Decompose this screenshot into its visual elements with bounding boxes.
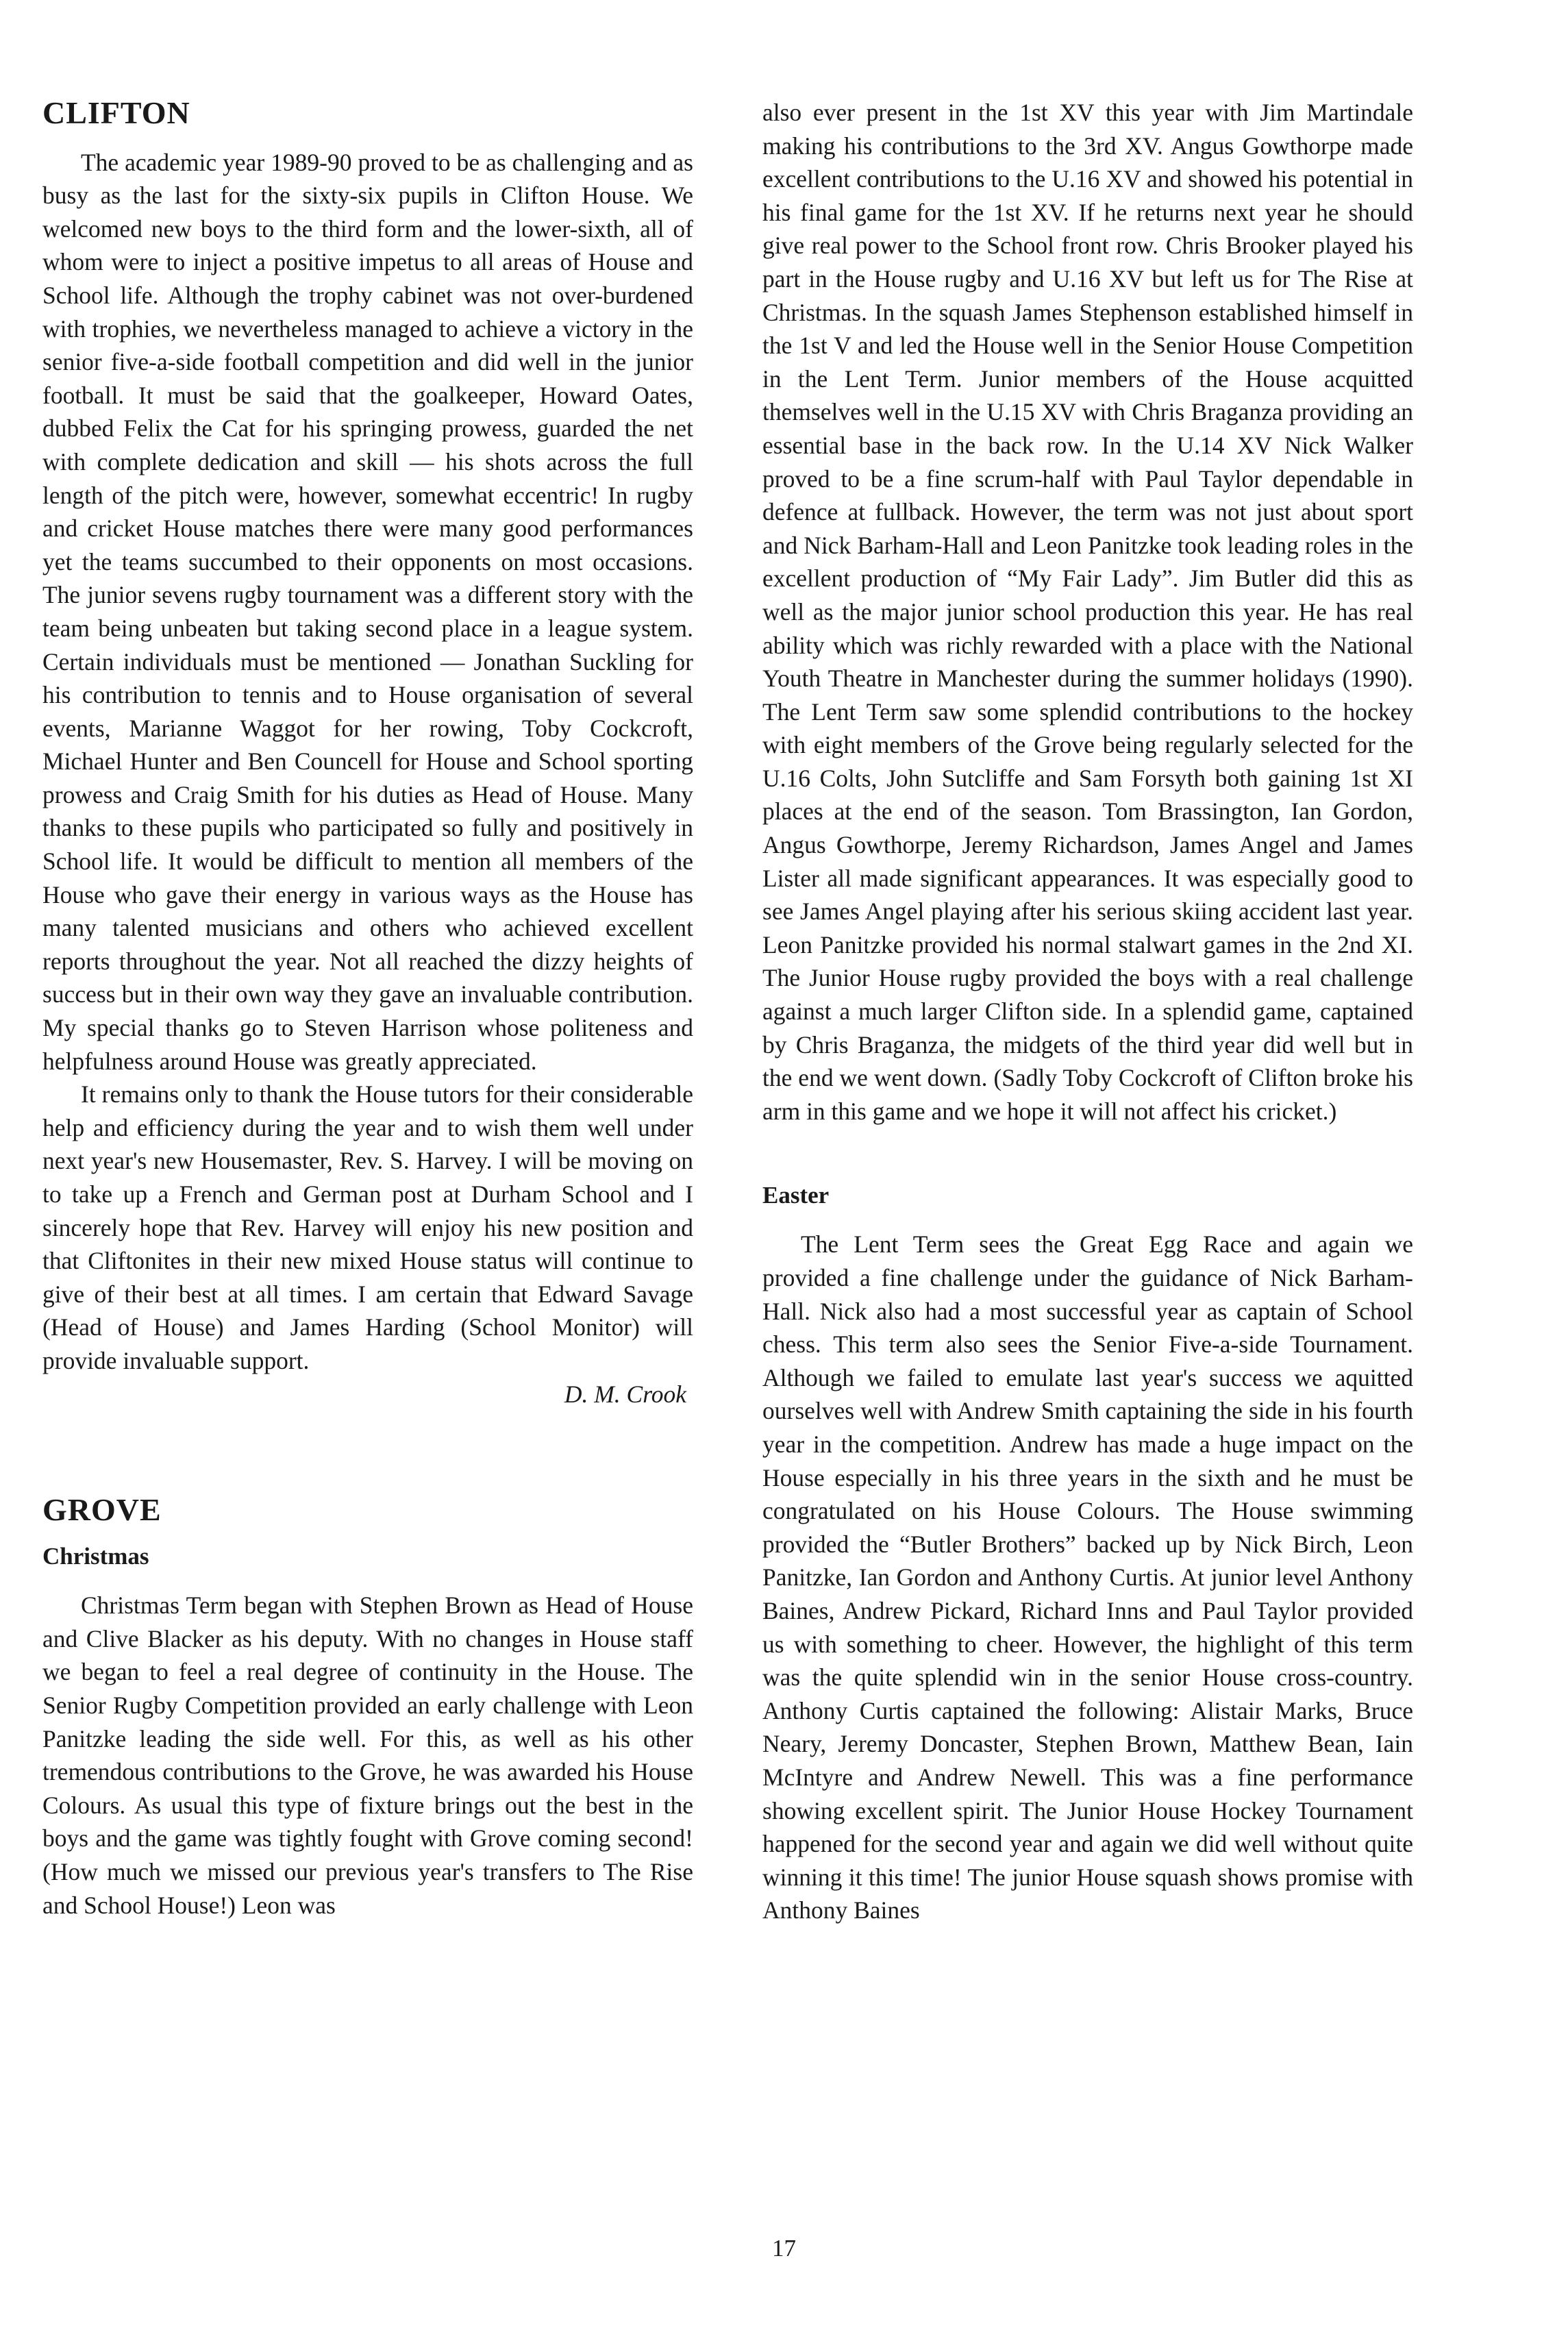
christmas-paragraph-continued: also ever present in the 1st XV this year with Jim Martindale making his contributions to the 3rd XV. Angus Gowthorpe made excellent contributions to the U.16 XV and showed his potential in his final game for the 1st XV. If he returns next year he should give real power to the School front row. Chris Brooker played his part in the House rugby and U.16 XV but left us for The Rise at Christmas. In the squash James Stephenson established himself in the 1st V and led the House well in the Senior House Competition in the Lent Term. Junior members of the House acquitted themselves well in the U.15 XV with Chris Braganza providing an essential base in the back row. In the U.14 XV Nick Walker proved to be a fine scrum-half with Paul Taylor dependable in defence at fullback. However, the term was not just about sport and Nick Barham-Hall and Leon Panitzke took leading roles in the excellent production of “My Fair Lady”. Jim Butler did this as well as the major junior school production this year. He has real ability which was richly rewarded with a place with the National Youth Theatre in Manchester during the summer holidays (1990). The Lent Term saw some splendid contributions to the hockey with eight members of the Grove being regularly selected for the U.16 Colts, John Sutcliffe and Sam Forsyth both gaining 1st XI places at the end of the season. Tom Brassington, Ian Gordon, Angus Gowthorpe, Jeremy Richardson, James Angel and James Lister all made significant appearances. It was especially good to see James Angel playing after his serious skiing accident last year. Leon Panitzke provided his normal stalwart games in the 2nd XI. The Junior House rugby provided the boys with a real challenge against a much larger Clifton side. In a splendid game, captained by Chris Braganza, the midgets of the third year did well but in the end we went down. (Sadly Toby Cockcroft of Clifton broke his arm in this game and we hope it will not affect his cricket.): [762, 99, 1413, 1125]
clifton-paragraph-1: The academic year 1989-90 proved to be as challenging and as busy as the last for the sixty-six pupils in Clifton House. We welcomed new boys to the third form and the lower-sixth, all of whom were to inject a positive impetus to all areas of House and School life. Although the trophy cabinet was not over-burdened with trophies, we nevertheless managed to achieve a victory in the senior five-a-side football competition and did well in the junior football. It must be said that the goalkeeper, Howard Oates, dubbed Felix the Cat for his springing prowess, guarded the net with complete dedication and skill — his shots across the full length of the pitch were, however, somewhat eccentric! In rugby and cricket House matches there were many good performances yet the teams succumbed to their opponents on most occasions. The junior sevens rugby tournament was a different story with the team being unbeaten but taking second place in a league system. Certain individuals must be mentioned — Jonathan Suckling for his contribution to tennis and to House organisation of several events, Marianne Waggot for her rowing, Toby Cockcroft, Michael Hunter and Ben Councell for House and School sporting prowess and Craig Smith for his duties as Head of House. Many thanks to these pupils who participated so fully and positively in School life. It would be difficult to mention all members of the House who gave their energy in various ways as the House has many talented musicians and others who achieved excellent reports throughout the year. Not all reached the dizzy heights of success but in their own way they gave an invaluable contribution. My special thanks go to Steven Harrison whose politeness and helpfulness around House was greatly appreciated.: [42, 148, 693, 1075]
clifton-signature: D. M. Crook: [564, 1380, 686, 1408]
left-column: [42, 96, 693, 1922]
easter-paragraph: The Lent Term sees the Great Egg Race and again we provided a fine challenge under the guidance of Nick Barham-Hall. Nick also had a most successful year as captain of School chess. This term also sees the Senior Five-a-side Tournament. Although we failed to emulate last year's success we aquitted ourselves well with Andrew Smith captaining the side in his fourth year in the competition. Andrew has made a huge impact on the House especially in his three years in the sixth and he must be congratulated on his House Colours. The House swimming provided the “Butler Brothers” backed up by Nick Birch, Leon Panitzke, Ian Gordon and Anthony Curtis. At junior level Anthony Baines, Andrew Pickard, Richard Inns and Paul Taylor provided us with something to cheer. However, the highlight of this term was the quite splendid win in the senior House cross-country. Anthony Curtis captained the following: Alistair Marks, Bruce Neary, Jeremy Doncaster, Stephen Brown, Matthew Bean, Iain McIntyre and Andrew Newell. This was a fine performance showing excellent spirit. The Junior House Hockey Tournament happened for the second year and again we did well without quite winning it this time! The junior House squash shows promise with Anthony Baines: [762, 1230, 1413, 1924]
page-number: 17: [772, 2235, 796, 2262]
grove-heading: GROVE: [42, 1491, 162, 1527]
right-column: [762, 96, 1413, 1927]
clifton-paragraph-2: It remains only to thank the House tutors for their considerable help and efficiency during the year and to wish them well under next year's new Housemaster, Rev. S. Harvey. I will be moving on to take up a French and German post at Durham School and I sincerely hope that Rev. Harvey will enjoy his new position and that Cliftonites in their new mixed House status will continue to give of their best at all times. I am certain that Edward Savage (Head of House) and James Harding (School Monitor) will provide invaluable support.: [42, 1080, 693, 1374]
christmas-heading: Christmas: [42, 1543, 149, 1570]
christmas-paragraph: Christmas Term began with Stephen Brown as Head of House and Clive Blacker as his deputy. With no changes in House staff we began to feel a real degree of continuity in the House. The Senior Rugby Competition provided an early challenge with Leon Panitzke leading the side well. For this, as well as his other tremendous contributions to the Grove, he was awarded his House Colours. As usual this type of fixture brings out the best in the boys and the game was tightly fought with Grove coming second! (How much we missed our previous year's transfers to The Rise and School House!) Leon was: [42, 1591, 693, 1919]
section-gap: [762, 1128, 1413, 1181]
section-gap: [42, 1411, 693, 1493]
easter-heading: Easter: [762, 1182, 830, 1209]
clifton-heading: CLIFTON: [42, 95, 190, 130]
